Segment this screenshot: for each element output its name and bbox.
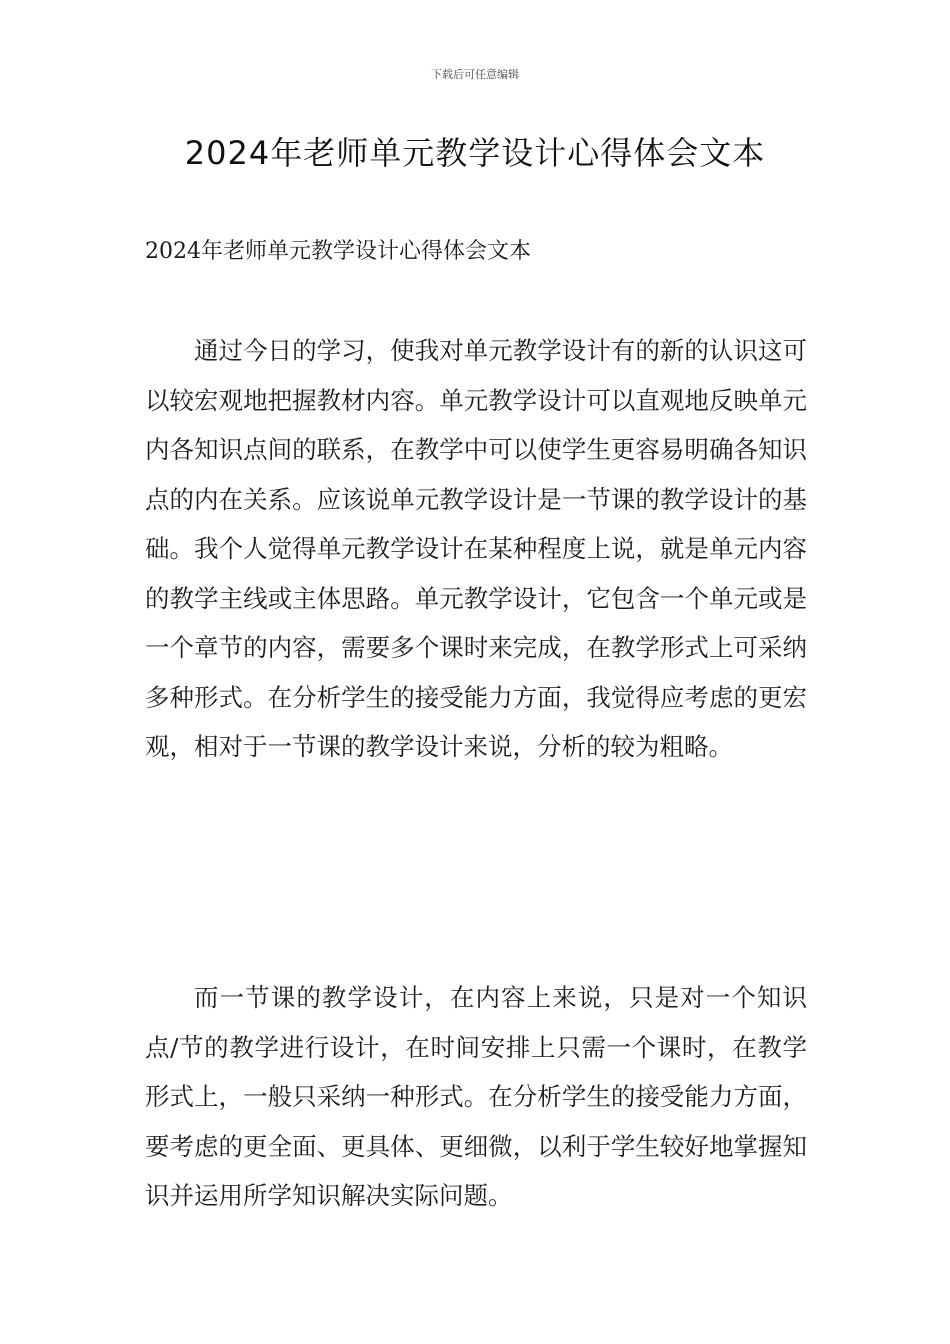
document-title: 2024年老师单元教学设计心得体会文本 — [184, 134, 766, 172]
body-paragraph: 通过今日的学习，使我对单元教学设计有的新的认识这可以较宏观地把握教材内容。单元教学设计可以直观地反映单元内各知识点间的联系，在教学中可以使学生更容易明确各知识点的内在关系。应该说单元教学设计是一节课的教学设计的基础。我个人觉得单元教学设计在某种程度上说，就是单元内容的教学主线或主体思路。单元教学设计，它包含一个单元或是一个章节的内容，需要多个课时来完成，在教学形式上可采纳多种形式。在分析学生的接受能力方面，我觉得应考虑的更宏观，相对于一节课的教学设计来说，分析的较为粗略。 — [145, 336, 807, 761]
header-note: 下载后可任意编辑 — [431, 68, 519, 81]
body-paragraph: 而一节课的教学设计，在内容上来说，只是对一个知识点/节的教学进行设计，在时间安排上只需一个课时，在教学形式上，一般只采纳一种形式。在分析学生的接受能力方面，要考虑的更全面、更具体、更细微，以利于学生较好地掌握知识并运用所学知识解决实际问题。 — [145, 983, 807, 1210]
document-subtitle: 2024年老师单元教学设计心得体会文本 — [145, 239, 531, 264]
